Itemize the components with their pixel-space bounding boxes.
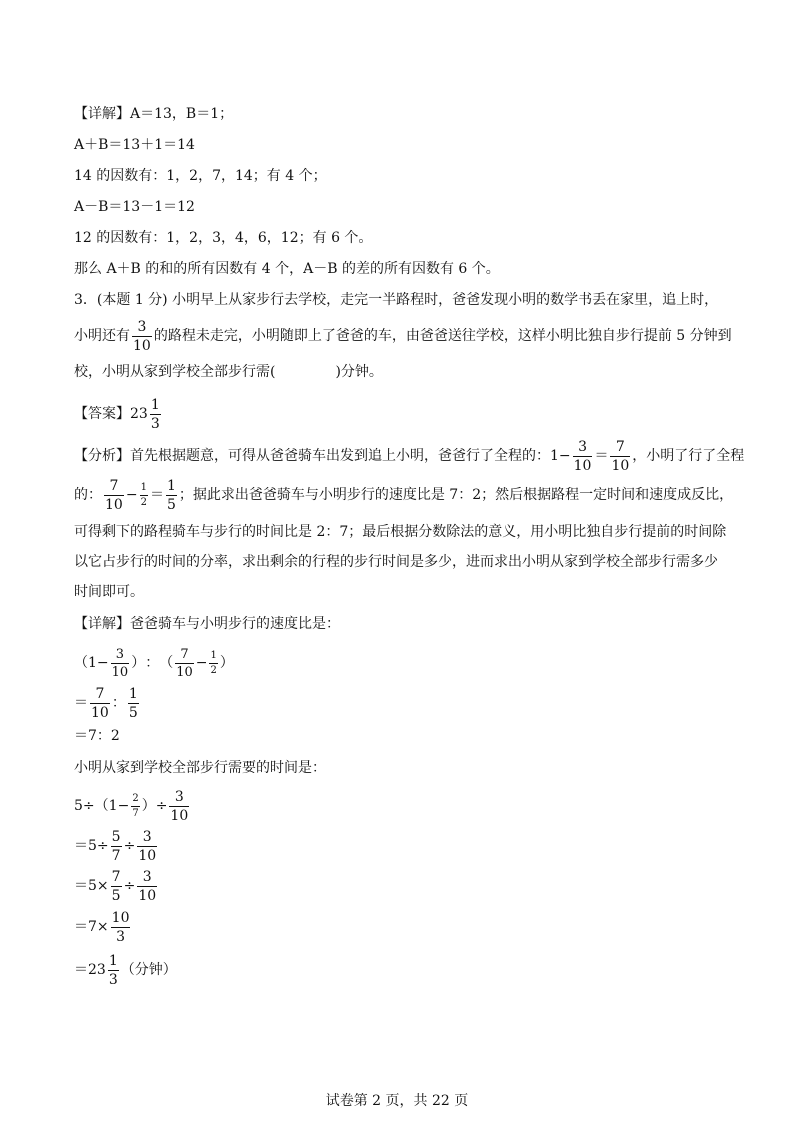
analysis-line-3: 可得剩下的路程骑车与步行的时间比是 2：7；最后根据分数除法的意义，用小明比独自步行提前的时间除 xyxy=(74,524,727,540)
question-text: 校，小明从家到学校全部步行需( xyxy=(74,364,276,380)
colon: ： xyxy=(145,655,160,671)
left-paren: （ xyxy=(159,655,174,671)
question-text: 小明还有 xyxy=(74,328,130,344)
detail-line-1: 【详解】A＝13，B＝1； xyxy=(74,106,234,122)
equals-sign: ＝ xyxy=(74,962,88,978)
minus-sign: − xyxy=(117,798,130,814)
analysis-text: ＝ xyxy=(594,448,609,464)
analysis-text: ；据此求出爸爸骑车与小明步行的速度比是 7：2；然后根据路程一定时间和速度成反比， xyxy=(178,487,734,503)
time-step-2 xyxy=(74,866,159,906)
denominator: 3 xyxy=(108,971,118,988)
divide-sign: ÷ xyxy=(123,838,136,854)
answer-whole: 23 xyxy=(130,406,148,422)
equals-sign: ＝ xyxy=(74,695,88,711)
denominator: 2 xyxy=(140,496,147,508)
minus-sign: − xyxy=(125,487,138,503)
fraction-3-10 xyxy=(573,440,593,473)
times-sign: × xyxy=(96,878,109,894)
denominator: 10 xyxy=(133,337,151,354)
time-heading: 小明从家到学校全部步行需要的时间是： xyxy=(74,760,326,776)
numerator: 10 xyxy=(111,909,130,926)
numerator: 2 xyxy=(131,794,139,807)
fraction-1-2 xyxy=(209,651,217,676)
right-paren: ） xyxy=(141,798,156,814)
detail-line-3: 14 的因数有：1，2，7，14；有 4 个； xyxy=(74,168,327,184)
analysis-line-4: 以它占步行的时间的分率，求出剩余的行程的步行时间是多少，进而求出小明从家到学校全部步行需多少 xyxy=(74,554,718,570)
answer-line xyxy=(74,394,163,434)
fraction-7-10 xyxy=(175,648,194,679)
equals-sign: ＝ xyxy=(74,878,88,894)
denominator: 5 xyxy=(166,496,176,513)
right-paren: ） xyxy=(219,655,234,671)
analysis-line-5: 时间即可。 xyxy=(74,584,144,600)
numerator: 3 xyxy=(573,440,593,457)
fraction-10-3 xyxy=(111,911,131,944)
fraction-1-3 xyxy=(108,954,119,987)
colon: ： xyxy=(111,695,126,711)
numerator: 3 xyxy=(132,320,152,337)
denominator: 5 xyxy=(111,887,121,904)
fraction-7-5 xyxy=(111,870,122,903)
numerator: 1 xyxy=(209,651,217,664)
equals-sign: ＝ xyxy=(74,838,88,854)
speed-ratio-step-1 xyxy=(74,683,141,723)
fraction-3-10 xyxy=(111,648,130,679)
five: 5 xyxy=(74,798,83,814)
fraction-3-10 xyxy=(132,320,152,353)
time-step-1 xyxy=(74,826,159,866)
speed-ratio-result: ＝7：2 xyxy=(74,728,120,744)
denominator: 10 xyxy=(170,807,189,824)
seven: 7 xyxy=(88,919,97,935)
right-paren: ） xyxy=(131,655,146,671)
one: 1 xyxy=(108,798,118,814)
fraction-2-7 xyxy=(131,794,139,819)
numerator: 3 xyxy=(169,790,189,807)
result-whole: 23 xyxy=(88,962,106,978)
detail-line-6: 那么 A＋B 的和的所有因数有 4 个，A－B 的差的所有因数有 6 个。 xyxy=(74,261,500,277)
denominator: 10 xyxy=(111,664,129,680)
answer-label: 【答案】 xyxy=(74,406,130,422)
denominator: 5 xyxy=(128,704,138,721)
denominator: 3 xyxy=(116,928,126,945)
speed-ratio-expression xyxy=(74,643,234,683)
divide-sign: ÷ xyxy=(96,838,109,854)
denominator: 2 xyxy=(210,664,217,676)
times-sign: × xyxy=(96,919,109,935)
equals-sign: ＝ xyxy=(149,487,164,503)
fraction-7-10 xyxy=(90,687,110,720)
detail-heading: 【详解】爸爸骑车与小明步行的速度比是： xyxy=(74,616,340,632)
numerator: 1 xyxy=(108,952,118,969)
analysis-text: ，小明了行了全程 xyxy=(632,448,745,464)
denominator: 10 xyxy=(611,457,630,474)
divide-sign: ÷ xyxy=(123,878,136,894)
numerator: 7 xyxy=(104,479,124,496)
equals-sign: ＝ xyxy=(74,919,88,935)
time-result xyxy=(74,950,177,990)
question-3-line-1: 3．(本题 1 分) 小明早上从家步行去学校，走完一半路程时，爸爸发现小明的数学书丢在家里，追上时， xyxy=(74,292,719,308)
numerator: 5 xyxy=(111,828,121,845)
divide-sign: ÷ xyxy=(155,798,168,814)
numerator: 3 xyxy=(137,870,157,887)
fraction-3-10 xyxy=(169,790,189,823)
denominator: 7 xyxy=(111,847,121,864)
fraction-7-10 xyxy=(610,440,630,473)
analysis-text: 【分析】首先根据题意，可得从爸爸骑车出发到追上小明，爸爸行了全程的：1− xyxy=(74,448,571,464)
analysis-text: 的： xyxy=(74,487,102,503)
denominator: 10 xyxy=(105,496,123,513)
denominator: 7 xyxy=(132,807,139,819)
left-paren: （ xyxy=(94,798,109,814)
denominator: 3 xyxy=(150,415,160,432)
fraction-3-10 xyxy=(137,870,157,903)
numerator: 3 xyxy=(111,648,130,664)
fraction-1-5 xyxy=(166,479,177,512)
page-footer: 试卷第 2 页，共 22 页 xyxy=(325,1093,469,1109)
fraction-1-5 xyxy=(128,687,139,720)
minus-sign: − xyxy=(195,655,208,671)
time-expression xyxy=(74,786,191,826)
fraction-5-7 xyxy=(111,830,122,863)
question-3-line-3 xyxy=(74,362,383,382)
answer-fraction xyxy=(150,398,161,431)
detail-line-2: A＋B＝13＋1＝14 xyxy=(74,137,195,153)
numerator: 7 xyxy=(610,440,630,457)
left-paren: （ xyxy=(74,655,88,671)
detail-line-4: A－B＝13－1＝12 xyxy=(74,199,195,215)
numerator: 7 xyxy=(111,868,121,885)
question-text: )分钟。 xyxy=(335,364,383,380)
numerator: 7 xyxy=(175,648,194,664)
fraction-3-10 xyxy=(137,830,157,863)
denominator: 10 xyxy=(91,704,109,721)
divide-sign: ÷ xyxy=(82,798,95,814)
five: 5 xyxy=(88,878,97,894)
time-step-3 xyxy=(74,907,132,947)
numerator: 1 xyxy=(166,477,176,494)
question-text: 的路程未走完，小明随即上了爸爸的车，由爸爸送往学校，这样小明比独自步行提前 5 分钟到 xyxy=(153,328,732,344)
minus-sign: − xyxy=(96,655,109,671)
analysis-line-2 xyxy=(74,475,733,515)
denominator: 10 xyxy=(138,847,157,864)
denominator: 10 xyxy=(573,457,592,474)
analysis-line-1 xyxy=(74,436,744,476)
numerator: 1 xyxy=(128,685,138,702)
fraction-7-10 xyxy=(104,479,124,512)
fraction-1-2 xyxy=(140,483,148,508)
numerator: 7 xyxy=(90,687,110,704)
five: 5 xyxy=(88,838,97,854)
numerator: 3 xyxy=(137,830,157,847)
numerator: 1 xyxy=(140,483,148,496)
unit-label: （分钟） xyxy=(120,962,177,978)
denominator: 10 xyxy=(138,887,157,904)
question-3-line-2 xyxy=(74,316,732,356)
denominator: 10 xyxy=(176,664,193,680)
numerator: 1 xyxy=(150,396,160,413)
detail-line-5: 12 的因数有：1，2，3，4，6，12；有 6 个。 xyxy=(74,230,373,246)
one: 1 xyxy=(88,655,97,671)
